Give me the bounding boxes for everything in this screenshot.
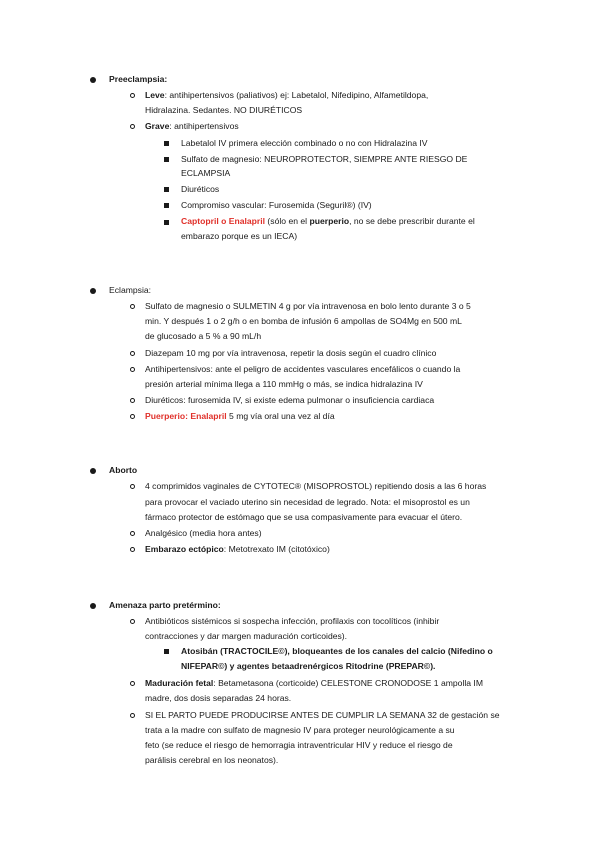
preeclampsia-sub-item: ECLAMPSIA [181,168,231,178]
bullet-circle [130,304,135,309]
section-title-aborto: Aborto [109,465,138,475]
amenaza-item3-line: trata a la madre con sulfato de magnesio IV para proteger neurológicamente a su [145,725,455,735]
preeclampsia-leve-line2: Hidralazina. Sedantes. NO DIURÉTICOS [145,105,303,115]
amenaza-item1-line: Antibióticos sistémicos si sospecha infección, profilaxis con tocolíticos (inhibir [145,616,440,626]
amenaza-sub-line: NIFEPAR©) y agentes betaadrenérgicos Ritodrine (PREPAR©). [181,661,436,671]
bullet-circle [130,367,135,372]
amenaza-item2-line1: Maduración fetal: Betametasona (corticoide) CELESTONE CRONODOSE 1 ampolla IM [145,678,483,688]
preeclampsia-sub-item: Sulfato de magnesio: NEUROPROTECTOR, SIEMPRE ANTE RIESGO DE [181,154,468,164]
bullet-circle [130,547,135,552]
bullet-square [164,220,169,225]
bullet-dot [90,77,96,83]
preeclampsia-sub-item: Labetalol IV primera elección combinado o no con Hidralazina IV [181,138,428,148]
bullet-circle [130,484,135,489]
amenaza-item3-line: feto (se reduce el riesgo de hemorragia intraventricular HIV y reduce el riesgo de [145,740,453,750]
preeclampsia-sub-item: Compromiso vascular: Furosemida (Seguril®) (IV) [181,200,372,210]
bullet-square [164,187,169,192]
amenaza-item2-line2: madre, dos dosis separadas 24 horas. [145,693,292,703]
bullet-circle [130,681,135,686]
preeclampsia-captopril-line2: embarazo porque es un IECA) [181,231,298,241]
bullet-circle [130,713,135,718]
bullet-square [164,141,169,146]
preeclampsia-grave: Grave: antihipertensivos [145,121,239,131]
aborto-item1-line: fármaco protector de estómago que se usa compasivamente para evacuar el útero. [145,512,463,522]
aborto-item1-line: para provocar el vaciado uterino sin necesidad de legrado. Nota: el misoprostol es un [145,497,470,507]
eclampsia-item2: Diazepam 10 mg por vía intravenosa, repetir la dosis según el cuadro clínico [145,348,437,358]
bullet-square [164,649,169,654]
section-title-preeclampsia: Preeclampsia: [109,74,168,84]
eclampsia-item5: Puerperio: Enalapril 5 mg vía oral una vez al día [145,411,335,421]
amenaza-item3-line: parálisis cerebral en los neonatos). [145,755,279,765]
eclampsia-item1-line: de glucosado a 5 % a 90 mL/h [145,331,262,341]
amenaza-item1-line: contracciones y dar margen maduración corticoides). [145,631,348,641]
preeclampsia-sub-item: Diuréticos [181,184,220,194]
aborto-item1-line: 4 comprimidos vaginales de CYTOTEC® (MISOPROSTOL) repitiendo dosis a las 6 horas [145,481,487,491]
eclampsia-item3-line: Antihipertensivos: ante el peligro de accidentes vasculares encefálicos o cuando la [145,364,461,374]
aborto-item2: Analgésico (media hora antes) [145,528,262,538]
bullet-circle [130,531,135,536]
bullet-circle [130,414,135,419]
section-title-eclampsia: Eclampsia: [109,285,152,295]
bullet-dot [90,603,96,609]
section-title-amenaza: Amenaza parto pretérmino: [109,600,221,610]
bullet-circle [130,398,135,403]
amenaza-item3-line: SI EL PARTO PUEDE PRODUCIRSE ANTES DE CUMPLIR LA SEMANA 32 de gestación se [145,710,500,720]
bullet-dot [90,468,96,474]
bullet-square [164,203,169,208]
eclampsia-item1-line: Sulfato de magnesio o SULMETIN 4 g por vía intravenosa en bolo lento durante 3 o 5 [145,301,471,311]
amenaza-sub-line: Atosibán (TRACTOCILE©), bloqueantes de los canales del calcio (Nifedino o [181,646,493,656]
preeclampsia-captopril-line1: Captopril o Enalapril (sólo en el puerperio, no se debe prescribir durante el [181,216,475,226]
aborto-item3: Embarazo ectópico: Metotrexato IM (citotóxico) [145,544,330,554]
bullet-circle [130,619,135,624]
bullet-circle [130,351,135,356]
preeclampsia-leve-line1: Leve: antihipertensivos (paliativos) ej: Labetalol, Nifedipino, Alfametildopa, [145,90,429,100]
bullet-square [164,157,169,162]
bullet-circle [130,124,135,129]
eclampsia-item1-line: min. Y después 1 o 2 g/h o en bomba de infusión 6 ampollas de SO4Mg en 500 mL [145,316,462,326]
bullet-circle [130,93,135,98]
bullet-dot [90,288,96,294]
eclampsia-item3-line: presión arterial mínima llega a 110 mmHg o más, se indica hidralazina IV [145,379,423,389]
eclampsia-item4: Diuréticos: furosemida IV, si existe edema pulmonar o insuficiencia cardiaca [145,395,435,405]
